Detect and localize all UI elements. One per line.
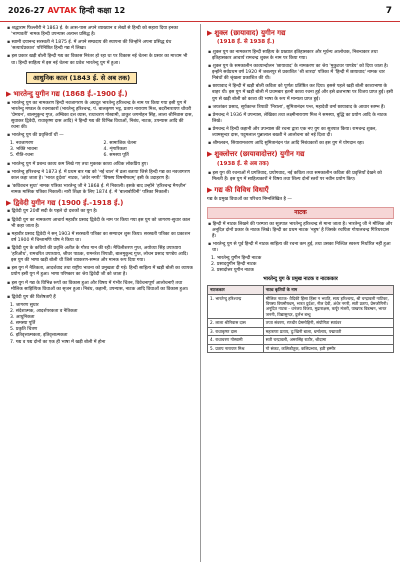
section-heading — [207, 29, 394, 38]
feature-list — [10, 303, 193, 346]
para: ▪ 'कविवचन सुधा' नामक पत्रिका भारतेन्दु जी ने 1868 ई. में निकाली। इसके बाद उन्होंने 'हरिश्चन्द्र मैगज़ीन' नामक मासिक पत्रिका निकाली। नारी शिक्षा के लिए 1874 ई. में 'बालाबोधिनी' पत्रिका निकाली। — [6, 184, 193, 196]
para: ▪ द्विवेदी युग का नामकरण आचार्य महावीर प्रसाद द्विवेदी के नाम पर किया गया इस युग को जागरण-सुधार काल भी कहा जाता है। — [6, 218, 193, 230]
table-cell: सती चन्द्रावली, अमरसिंह राठौर, श्रीदामा — [263, 336, 393, 344]
table-cell: मौलिक नाटक- वैदिकी हिंसा हिंसा न भवति, सत्य हरिश्चन्द्र, श्री चन्द्रावली नाटिका, विषस्य विषमौषधम्, भारत दुर्दशा, नील देवी, अंधेर नगरी, सती प्रताप, प्रेमजोगिनी। अनूदित नाटक - धनंजय विजय, मुद्राराक्षस, कर्पूर मंजरी, पाखण्ड विडम्बन, भारत जननी, विद्यासुन्दर, दुर्लभ बन्धु — [263, 294, 393, 319]
para: ▪ इस युग में गद्य के विभिन्न रूपों का विकास हुआ और विषय में गंभीर चिंतन, विवेचनापूर्ण आलोचनाएँ तथा मौलिक साहित्यिक विधाओं का सृजन हुआ। निबंध, कहानी, उपन्यास, नाटक आदि विधाओं का विकास हुआ। — [6, 281, 193, 293]
section-heading — [6, 199, 193, 208]
list-item: 1. भारतेन्दु युगीन हिन्दी नाटक — [211, 256, 262, 262]
section-box-title: आधुनिक काल (1843 ई. से अब तक) — [26, 72, 137, 85]
para: ▪ शुक्ल युग का नामकरण हिन्दी साहित्य के प्रख्यात इतिहासकार और मूर्धन्य आलोचक, निबन्धकार तथा इतिहासकार आचार्य रामचन्द्र शुक्ल के नाम पर किया गया। — [207, 50, 394, 62]
drama-table — [207, 285, 394, 353]
table-header-row — [208, 286, 394, 294]
table-cell: तप्ता संवरण, रणधीर प्रेममोहिनी, संयोगिता स्वयंवर — [263, 319, 393, 327]
para: ▪ जयशंकर प्रसाद, सूर्यकान्त त्रिपाठी 'निराला', सुमित्रानंदन पन्त, महादेवी वर्मा छायावाद के आधार स्तम्भ हैं। — [207, 105, 394, 111]
table-cell: 2. लाला श्रीनिवास दास — [208, 319, 264, 327]
heading-text: गद्य की विविध विधाएँ — [214, 186, 269, 195]
heading-text: शुक्ल (छायावाद) युगीन गद्य — [214, 29, 286, 37]
page-number: 7 — [385, 5, 392, 16]
arrow-icon: ▶ — [6, 90, 12, 99]
trend-item: 5. गीति-रचना — [10, 153, 34, 159]
table-cell: 4. राधाचरण गोस्वामी — [208, 336, 264, 344]
table-row — [208, 344, 394, 352]
table-header: नाट्य कृतियों के नाम — [263, 286, 393, 294]
list-item: 2. संदेशात्मक, आदर्शपरकता व नैतिकता — [10, 308, 78, 314]
table-header: नाटककार — [208, 286, 264, 294]
list-item: 3. आधुनिकता — [10, 315, 35, 321]
trend-grid — [10, 141, 193, 159]
table-cell: 3. राधाकृष्ण दास — [208, 327, 264, 335]
table-title: भारतेन्दु युग के प्रमुख नाटक व नाटककार — [263, 276, 338, 283]
para: ▪ श्रद्धाराम फिल्लौरी ने 1863 ई. के आस-पास अपने व्याख्यान व लेखों से हिन्दी को सहारा दिया इनका 'भाग्यवती' नामक हिन्दी उपन्यास अत्यन्त प्रसिद्ध है। — [6, 26, 193, 38]
drama-phase-list — [211, 256, 394, 274]
para: ▪ इस प्रकार खड़ी बोली हिन्दी गद्य का विकास निरंतर हो रहा था पर विकास नई चेतना के प्रसार का माध्यम भी था। हिन्दी साहित्य में इस नई चेतना का प्रवेश भारतेन्दु युग में हुआ। — [6, 54, 193, 66]
brand-logo: AVTAK — [47, 6, 77, 15]
para: ▪ भारतेन्दु युग की प्रवृत्तियाँ थीं — — [6, 133, 193, 139]
section-heading — [6, 90, 193, 99]
arrow-icon: ▶ — [207, 186, 213, 195]
para: ▪ हिन्दी में नाटक लिखने की परम्परा का सूत्रपात भारतेन्दु हरिश्चन्द्र से माना जाता है। भारतेन्दु जी ने मौलिक और अनूदित दोनों प्रकार के नाटक लिखे। हिन्दी का प्रथम नाटक 'नहुष' है जिसके रचयिता गोपालचन्द्र गिरिधरदास हैं। — [207, 222, 394, 240]
para: ▪ भारतेन्दु युग से पूर्व हिन्दी में नाटक साहित्य की रचना कम हुई, तथा उसका निश्चित स्वरूप निर्धारित नहीं हुआ था। — [207, 242, 394, 254]
table-cell: गो संकट, कलिकौतुक, कलिप्रभाव, हठी हम्मीर — [263, 344, 393, 352]
list-item: 3. प्रसादोत्तर युगीन नाटक — [211, 268, 254, 274]
arrow-icon: ▶ — [207, 150, 213, 159]
para: ▪ इस युग की रचनाओं में प्रगतिवाद, प्रयोगवाद, नई कविता तथा समकालीन कविता की प्रवृत्तियाँ देखने को मिलती हैं। इस युग में साहित्यकारों ने विषय तथा शिल्प दोनों स्तरों पर नवीन प्रयोग किए। — [207, 171, 394, 183]
para: ▪ स्वामी दयानन्द सरस्वती ने 1875 ई. में अपने सम्प्रदाय की स्थापना की जिन्होंने अपना प्रसिद्ध ग्रंथ 'सत्यार्थप्रकाश' परिनिष्ठित हिन्दी गद्य में लिखा। — [6, 40, 193, 52]
table-cell: महाराणा प्रताप, दु:खिनी बाला, धर्मालाप, पद्मावती — [263, 327, 393, 335]
right-column — [207, 26, 394, 353]
header-brand — [8, 5, 125, 16]
section-band: नाटक — [207, 207, 394, 219]
trend-item: 2. सामाजिक चेतना — [103, 141, 137, 147]
list-item: 6. इतिवृत्तात्मकता, इतिवृत्तात्मकता — [10, 333, 68, 339]
header-class: कक्षा 12 — [97, 6, 126, 15]
list-item: 4. समस्या पूर्ति — [10, 321, 36, 327]
para: ▪ द्विवेदी युग के कवियों की प्रवृत्ति अतीत के गौरव गान की रही। मैथिलीशरण गुप्त, अयोध्या सिंह उपाध्याय 'हरिऔध', रामचरित उपाध्याय, श्रीधर पाठक, रामनरेश त्रिपाठी, बालमुकुन्द गुप्त, लोचन प्रसाद पाण्डेय आदि। इस युग की भाषा खड़ी बोली थी जिसे व्याकरण-सम्मत और मानक रूप दिया गया। — [6, 246, 193, 264]
table-row — [208, 319, 394, 327]
table-row — [208, 294, 394, 319]
list-item: 7. गद्य व पद्य दोनों का एक ही भाषा में खड़ी बोली में होना — [10, 339, 106, 345]
heading-text: भारतेन्दु युगीन गद्य (1868 ई.-1900 ई.) — [13, 90, 128, 99]
column-divider — [200, 24, 201, 562]
table-cell: 5. प्रताप नारायण मिश्र — [208, 344, 264, 352]
list-item: 2. प्रसादयुगीन हिन्दी नाटक — [211, 262, 257, 268]
para: ▪ द्विवेदी युग की विशेषताएँ हैं — [6, 295, 193, 301]
trend-item: 3. भक्ति भावना — [10, 147, 38, 153]
header-year: 2026-27 — [8, 6, 45, 15]
trend-item: 6. समस्या पूर्ति — [103, 153, 129, 159]
list-item: 1. जागरण सुधार — [10, 302, 39, 308]
section-heading — [207, 186, 394, 195]
trend-item: 1. नवजागरण — [10, 141, 34, 147]
para: ▪ प्रेमचन्द्र ने हिन्दी कहानी और उपन्यास की रचना द्वारा एक नए युग का सूत्रपात किया। रामचन्द्र शुक्ल, श्यामसुन्दर दास, पदुमलाल पुन्नालाल बख्शी ने आलोचना को नई दिशा दी। — [207, 127, 394, 139]
trend-item: 4. शृंगारिकता — [103, 147, 127, 153]
para: ▪ भारतेन्दु हरिश्चन्द्र ने 1873 ई. में प्रथम बार गद्य को 'नई चाल' में ढला बताया जिसे हिन्दी गद्य का नवजागरण काल कहा जाता है। 'भारत दुर्दशा' नाटक, 'अंधेर नगरी' 'विषस्य विषमौषधम्' इसी के उदाहरण हैं। — [6, 170, 193, 182]
para: ▪ द्विवेदी युग 20वीं सदी के पहले दो दशकों का युग है। — [6, 209, 193, 215]
para: ▪ छायावाद ने हिन्दी में खड़ी बोली कविता को पूर्णतः प्रतिष्ठित कर दिया। इससे पहले खड़ी बोली काव्यभाषा के बाहर थी। इस युग में खड़ी बोली में प्रथमबार इतनी काव्य रचना हुई और इसे ब्रजभाषा पर विजय प्राप्त हुई। इसी युग से खड़ी बोली को काव्य की भाषा के रूप में मान्यता प्राप्त हुई। — [207, 84, 394, 102]
para: ▪ शुक्ल युग के समकालीन काव्यान्दोलन 'छायावाद' के नामकरण का श्रेय 'मुकुटधर पाण्डेय' को दिया जाता है। इन्होंने सर्वप्रथम वर्ष 1920 में जबलपुर से प्रकाशित 'श्री शारदा' पत्रिका में 'हिन्दी में छायावाद' नामक चार निबंधों की श्रृंखला प्रकाशित की थी। — [207, 64, 394, 82]
left-column — [6, 26, 193, 348]
para: ▪ महावीर प्रसाद द्विवेदी ने सन् 1903 में सरस्वती पत्रिका का सम्पादन शुरू किया। सरस्वती पत्रिका का प्रकाशन वर्ष 1900 में चिन्तामणि घोष ने किया था। — [6, 232, 193, 244]
page-header — [0, 0, 400, 22]
arrow-icon: ▶ — [6, 199, 12, 208]
para: गद्य के प्रमुख विधाओं का परिचय निम्नलिखित है — — [207, 196, 292, 202]
para: ▪ प्रेमचन्द्र ने 1936 में उपन्यास, लेखिका तथा लक्ष्मीनारायण मिश्र ने समस्या, बुद्धि का प्रयोग आदि के नाटक लिखे। — [207, 113, 394, 125]
para: ▪ भारतेन्दु युग में प्रबन्ध काव्य कम लिखे गए तथा मुक्तक काव्य अधिक लोकप्रिय हुए। — [6, 162, 193, 168]
heading-text: द्विवेदी युगीन गद्य (1900 ई.-1918 ई.) — [13, 199, 124, 208]
table-cell: 1. भारतेन्दु हरिश्चन्द्र — [208, 294, 264, 319]
header-subject: हिन्दी — [79, 6, 95, 15]
section-subheading: (1918 ई. से 1938 ई.) — [217, 39, 275, 46]
section-heading — [207, 150, 394, 159]
table-row — [208, 327, 394, 335]
list-item: 5. प्रकृति चित्रण — [10, 327, 38, 333]
section-subheading: (1938 ई. से अब तक) — [217, 160, 270, 167]
para: ▪ भारतेन्दु युग का नामकरण हिन्दी नवजागरण के अग्रदूत भारतेन्दु हरिश्चन्द्र के नाम पर किया गया इसी युग में भारतेन्दु मण्डल के रचनाकारों (भारतेन्दु हरिश्चन्द्र, पं. बालकृष्ण भट्ट, प्रताप नारायण मिश्र, बदरीनारायण चौधरी 'प्रेमघन', बालमुकुन्द गुप्त, अम्बिका दत्त व्यास, राधाचरण गोस्वामी, ठाकुर जगमोहन सिंह, लाला श्रीनिवास दास, सुधाकर द्विवेदी, राधाकृष्ण दास आदि) ने हिन्दी गद्य की विभिन्न विधाओं, निबंध, नाटक, उपन्यास आदि की रचना की। — [6, 101, 193, 132]
para: ▪ इस युग में नैतिकता, आदर्शवाद तथा राष्ट्रीय भावना को प्रमुखता दी गई। हिन्दी साहित्य में खड़ी बोली का व्यापक प्रयोग इसी युग में हुआ। भाषा परिष्कार का श्रेय द्विवेदी जी को जाता है। — [6, 266, 193, 278]
heading-text: शुक्लोत्तर (छायावादोत्तर) युगीन गद्य — [214, 150, 305, 159]
arrow-icon: ▶ — [207, 29, 213, 37]
table-row — [208, 336, 394, 344]
para: ▪ श्रीमलवन, सियारामशरण आदि सुमित्रानंदन पंत आदि निबंधकारों का इस युग में योगदान रहा। — [207, 141, 394, 147]
